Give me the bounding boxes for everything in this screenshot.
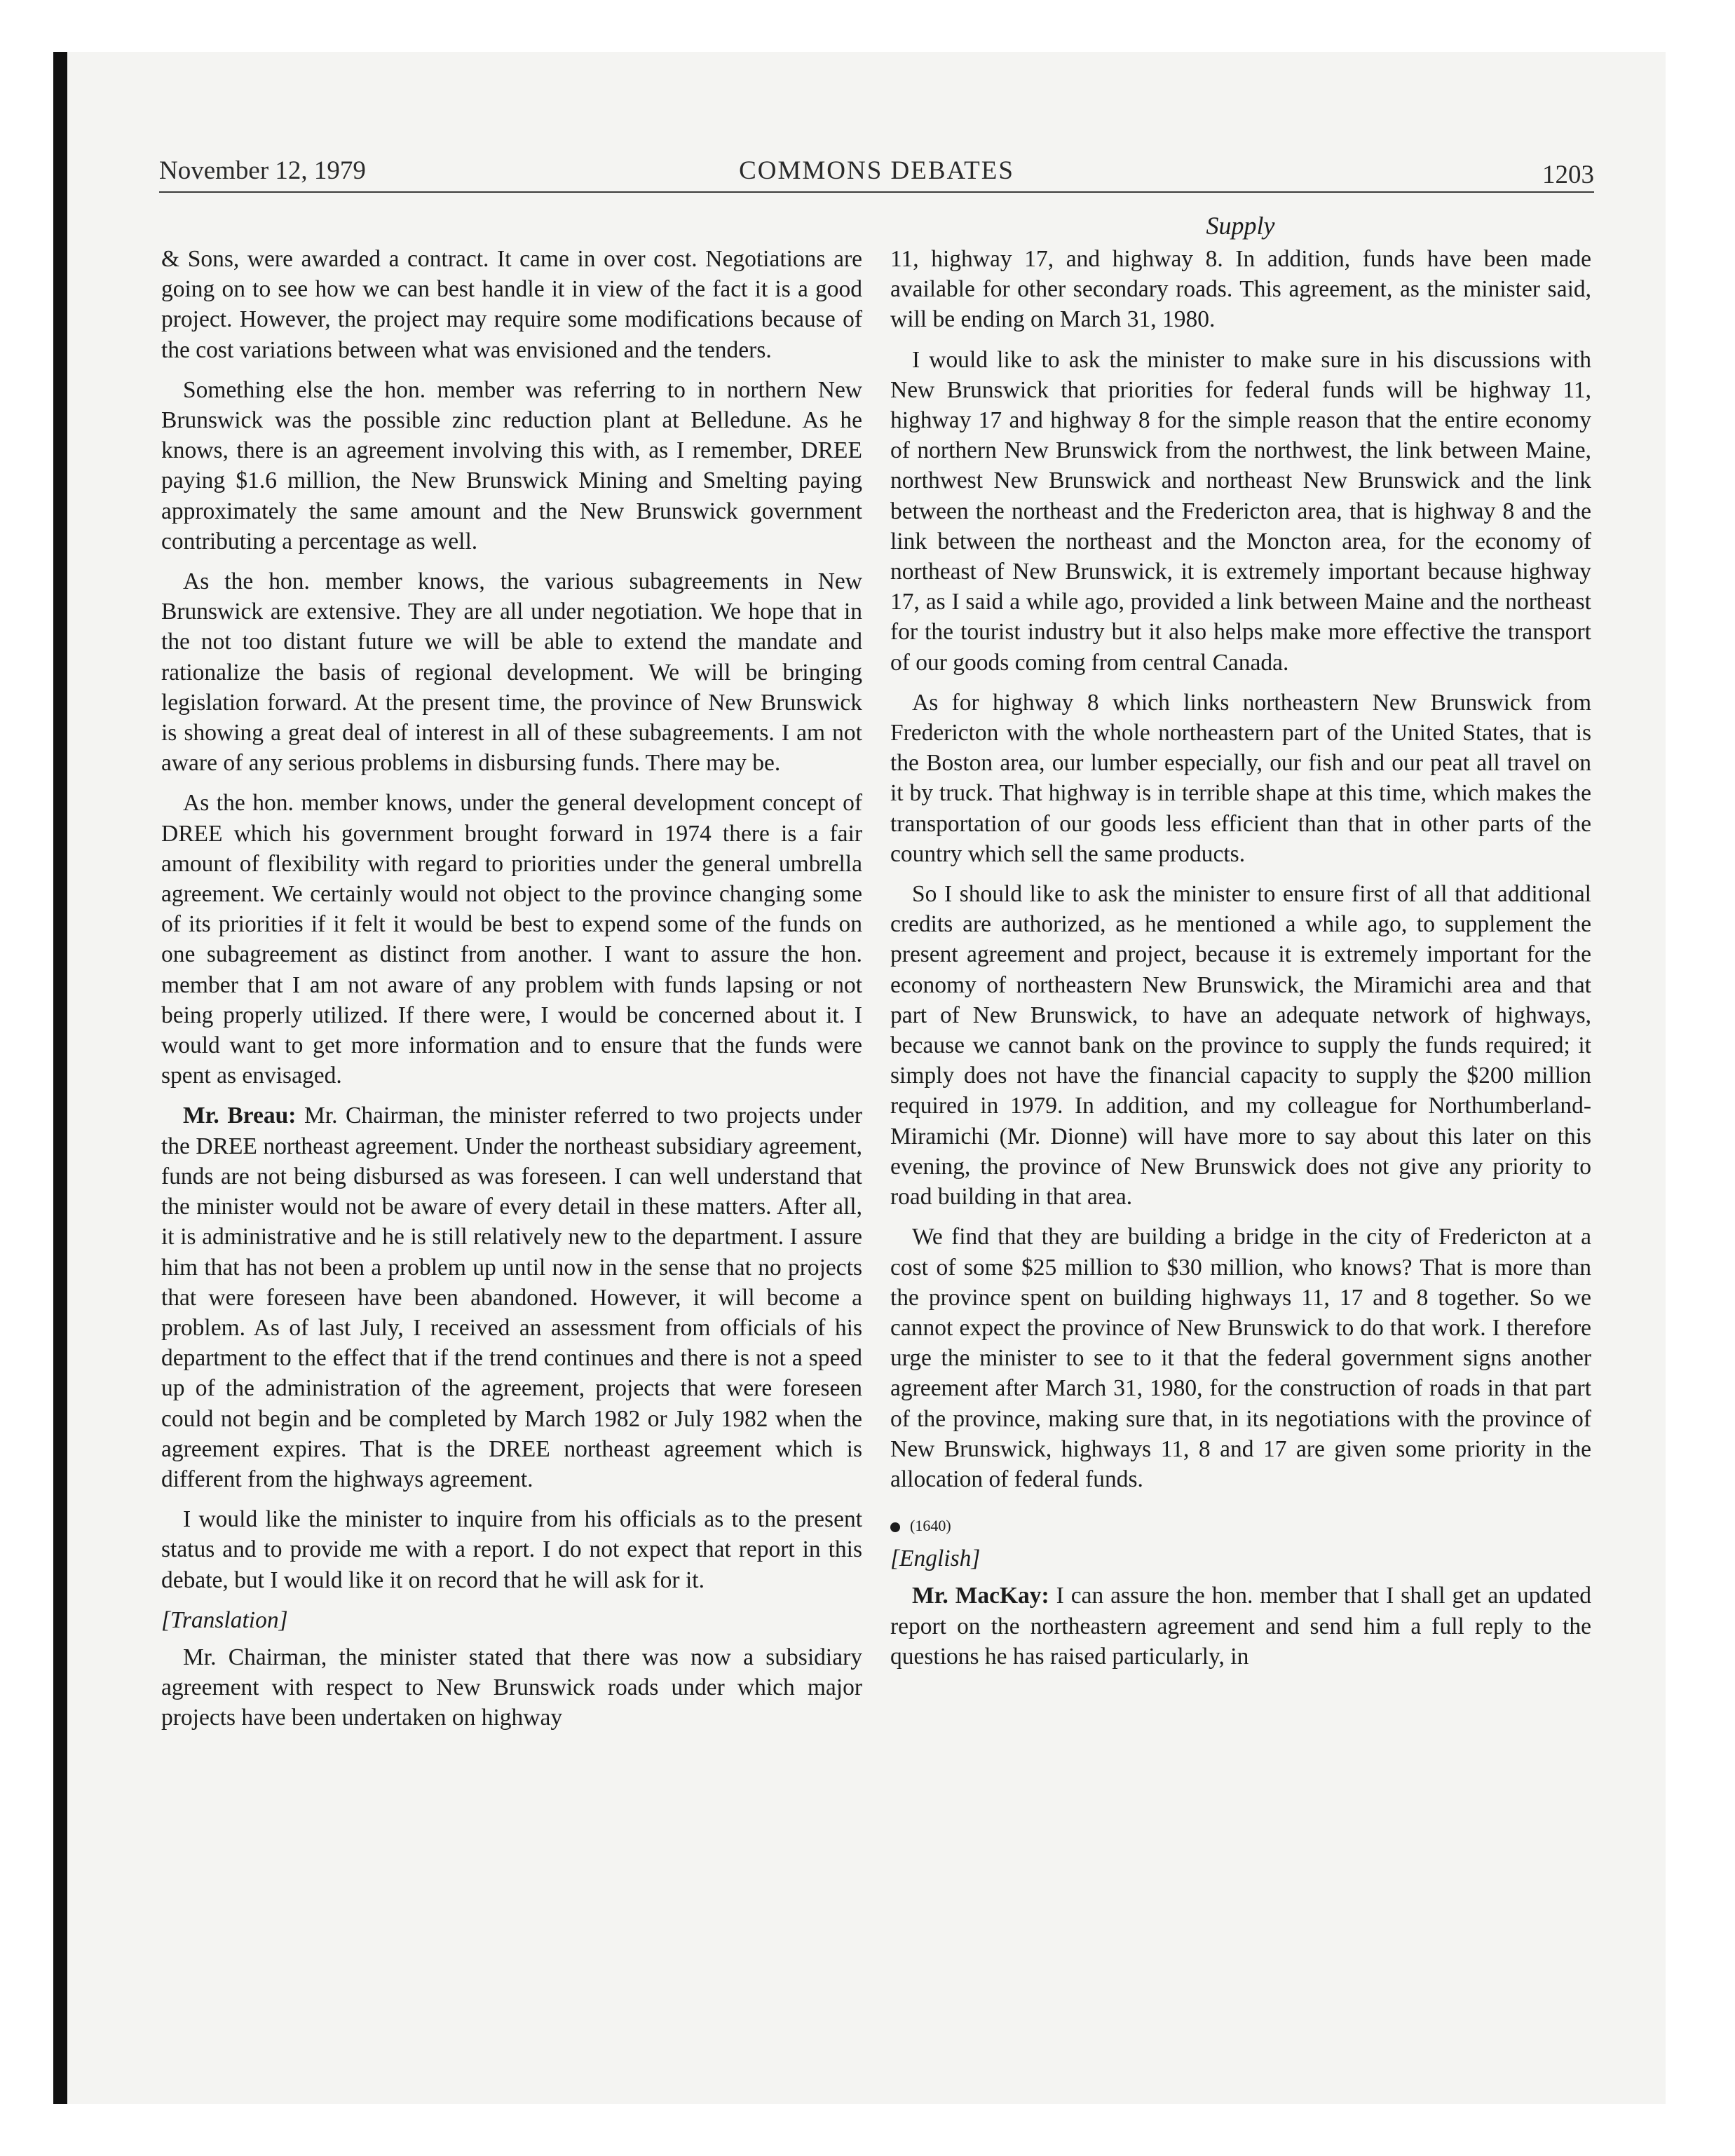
paragraph: Mr. Chairman, the minister stated that there was now a subsidiary agreement with respect to New Brunswick roads under which major projects have been undertaken on highway xyxy=(161,1644,862,1731)
paragraph: So I should like to ask the minister to ensure first of all that additional credits are authorized, as he mentioned a while ago, to supplement the present agreement and project, because it is extremely important for the economy of northeastern New Brunswick, the Miramichi area and that part of New Brunswick, to have an adequate network of highways, because we cannot bank on the province to supply the funds required; it simply does not have the financial capacity to supply the $200 million required in 1979. In addition, and my colleague for Northumberland-Miramichi (Mr. Dionne) will have more to say about this later on this evening, the province of New Brunswick does not give any priority to road building in that area. xyxy=(890,881,1591,1210)
right-column xyxy=(890,244,1591,1681)
paragraph: Something else the hon. member was referring to in northern New Brunswick was the possible zinc reduction plant at Belledune. As he knows, there is an agreement involving this with, as I remember, DREE paying $1.6 million, the New Brunswick Mining and Smelting paying approximately the same amount and the New Brunswick government contributing a percentage as well. xyxy=(161,376,862,554)
timestamp-text: (1640) xyxy=(910,1517,951,1535)
speaker-name: Mr. MacKay: xyxy=(912,1583,1049,1609)
language-tag: [Translation] xyxy=(161,1606,288,1633)
paragraph: As the hon. member knows, under the general development concept of DREE which his government brought forward in 1974 there is a fair amount of flexibility with regard to priorities under the general umbrella agreement. We certainly would not object to the province changing some of its priorities if it felt it would be best to expend some of the funds on one subagreement as distinct from another. I want to assure the hon. member that I am not aware of any problem with funds lapsing or not being properly utilized. If there were, I would be concerned about it. I would want to get more information and to ensure that the funds were spent as envisaged. xyxy=(161,790,862,1089)
header-rule xyxy=(159,191,1594,193)
header-date: November 12, 1979 xyxy=(159,156,366,185)
speaker-name: Mr. Breau: xyxy=(183,1103,297,1129)
paragraph: & Sons, were awarded a contract. It came in over cost. Negotiations are going on to see how we can best handle it in view of the fact it is a good project. However, the project may require some modifications because of the cost variations between what was envisioned and the tenders. xyxy=(161,246,862,363)
running-header xyxy=(159,153,1594,189)
section-subhead: Supply xyxy=(1206,212,1275,240)
header-publication: COMMONS DEBATES xyxy=(739,156,1014,185)
left-column xyxy=(161,244,862,1743)
paragraph: As the hon. member knows, the various subagreements in New Brunswick are extensive. They are all under negotiation. We hope that in the not too distant future we will be able to extend the mandate and rationalize the basis of regional development. We will be bringing legislation forward. At the present time, the province of New Brunswick is showing a great deal of interest in all of these subagreements. I am not aware of any serious problems in disbursing funds. There may be. xyxy=(161,568,862,777)
speech-paragraph xyxy=(161,1100,862,1494)
binding-edge xyxy=(53,52,67,2104)
language-tag: [English] xyxy=(890,1546,981,1572)
paragraph: 11, highway 17, and highway 8. In addition, funds have been made available for other secondary roads. This agreement, as the minister said, will be ending on March 31, 1980. xyxy=(890,246,1591,333)
speech-text: I can assure the hon. member that I shall get an updated report on the northeastern agreement and send him a full reply to the questions he has raised particularly, in xyxy=(890,1583,1591,1670)
paragraph: We find that they are building a bridge in the city of Fredericton at a cost of some $25 million to $30 million, who knows? That is more than the province spent on building highways 11, 17 and 8 together. So we cannot expect the province of New Brunswick to do that work. I therefore urge the minister to see to it that the federal government signs another agreement after March 31, 1980, for the construction of roads in that part of the province, making sure that, in its negotiations with the province of New Brunswick, highways 11, 8 and 17 are given some priority in the allocation of federal funds. xyxy=(890,1224,1591,1492)
paragraph: I would like to ask the minister to make sure in his discussions with New Brunswick that priorities for federal funds will be highway 11, highway 17 and highway 8 for the simple reason that the entire economy of northern New Brunswick from the northwest, the link between Maine, northwest New Brunswick and northeast New Brunswick and the link between the northeast and the Fredericton area, that is highway 8 and the link between the northeast and the Moncton area, for the economy of northeast of New Brunswick, it is extremely important because highway 17, as I said a while ago, provided a link between Maine and the northeast for the tourist industry but it also helps make more effective the transport of our goods coming from central Canada. xyxy=(890,346,1591,676)
paragraph: I would like the minister to inquire from his officials as to the present status and to provide me with a report. I do not expect that report in this debate, but I would like it on record that he will ask for it. xyxy=(161,1506,862,1593)
timestamp xyxy=(890,1515,1591,1536)
speech-text: Mr. Chairman, the minister referred to two projects under the DREE northeast agreement. Under the northeast subsidiary agreement, funds are not being disbursed as was foreseen. I can well understand that the minister would not be aware of every detail in these matters. After all, it is administrative and he is still relatively new to the department. I assure him that has not been a problem up until now in the sense that no projects that were foreseen have been abandoned. However, it will become a problem. As of last July, I received an assessment from officials of his department to the effect that if the trend continues and there is not a speed up of the administration of the agreement, projects that were foreseen could not begin and be completed by March 1982 or July 1982 when the agreement expires. That is the DREE northeast agreement which is different from the highways agreement. xyxy=(161,1103,862,1492)
page-number: 1203 xyxy=(1542,161,1594,189)
bullet-icon xyxy=(890,1522,900,1532)
paragraph: As for highway 8 which links northeastern New Brunswick from Fredericton with the whole northeastern part of the United States, that is the Boston area, our lumber especially, our fish and our peat all travel on it by truck. That highway is in terrible shape at this time, which makes the transportation of our goods less efficient than that in other parts of the country which sell the same products. xyxy=(890,689,1591,867)
speech-paragraph xyxy=(890,1581,1591,1672)
